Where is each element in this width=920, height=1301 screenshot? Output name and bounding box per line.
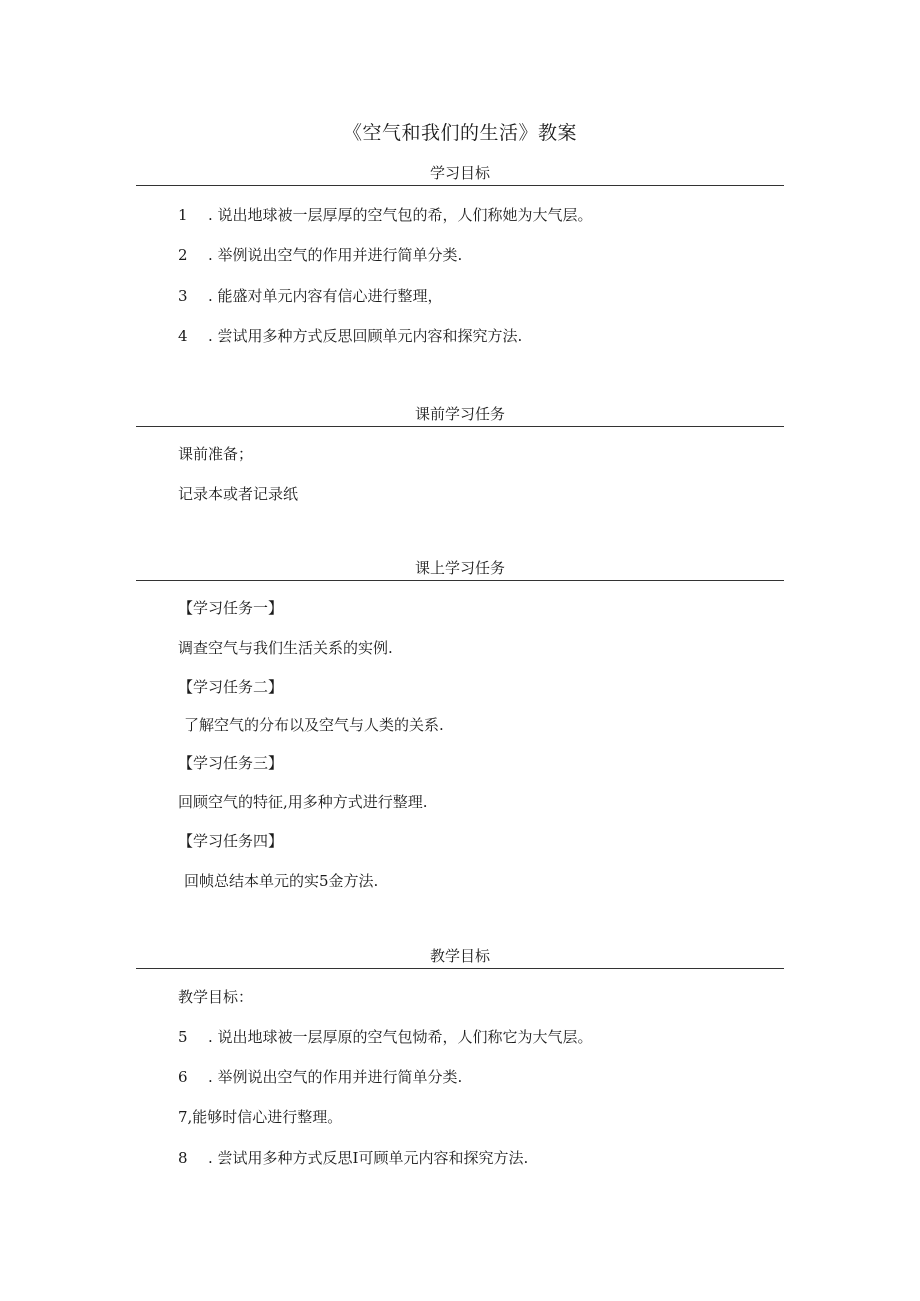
teaching-number: 6 xyxy=(178,1068,188,1086)
teaching-number: 5 xyxy=(178,1028,188,1046)
goal-item xyxy=(178,285,443,306)
section-heading-inclass: 课上学习任务 xyxy=(136,557,784,581)
preclass-item: 记录本或者记录纸 xyxy=(178,485,299,503)
preclass-label: 课前准备； xyxy=(178,445,254,463)
teaching-number: 8 xyxy=(178,1149,188,1167)
goal-text: . 能盛对单元内容有信心进行整理， xyxy=(208,287,443,305)
section-heading-goals: 学习目标 xyxy=(136,162,784,186)
task-label: 【学习任务一】 xyxy=(178,599,284,617)
teaching-text: 7,能够时信心进行整理。 xyxy=(178,1108,343,1126)
task-text: 了解空气的分布以及空气与人类的关系. xyxy=(184,716,444,734)
task-label: 【学习任务二】 xyxy=(178,678,284,696)
teaching-text: . 举例说出空气的作用并进行简单分类. xyxy=(208,1068,463,1086)
teaching-label: 教学目标： xyxy=(178,988,254,1006)
teaching-item xyxy=(178,1066,462,1087)
task-label: 【学习任务四】 xyxy=(178,832,284,850)
goal-text: . 说出地球被一层厚厚的空气包的希，人们称她为大气层。 xyxy=(208,206,593,224)
goal-item xyxy=(178,325,522,346)
teaching-item xyxy=(178,1026,593,1047)
document-title: 《空气和我们的生活》教案 xyxy=(342,122,577,144)
goal-number: 4 xyxy=(178,327,188,345)
goal-text: . 举例说出空气的作用并进行简单分类. xyxy=(208,246,463,264)
goal-text: . 尝试用多种方式反思回顾单元内容和探究方法. xyxy=(208,327,523,345)
teaching-item xyxy=(178,1106,342,1127)
goal-number: 3 xyxy=(178,287,188,305)
task-text: 调查空气与我们生活关系的实例. xyxy=(178,639,393,657)
teaching-text: . 说出地球被一层厚原的空气包恸希，人们称它为大气层。 xyxy=(208,1028,593,1046)
task-text: 回帧总结本单元的实5金方法. xyxy=(184,872,379,890)
teaching-text: . 尝试用多种方式反思I可顾单元内容和探究方法. xyxy=(208,1149,529,1167)
task-label: 【学习任务三】 xyxy=(178,754,284,772)
task-text: 回顾空气的特征,用多种方式进行整理. xyxy=(178,793,428,811)
goal-item xyxy=(178,244,462,265)
goal-item xyxy=(178,204,593,225)
section-heading-teaching: 教学目标 xyxy=(136,945,784,969)
section-heading-preclass: 课前学习任务 xyxy=(136,403,784,427)
goal-number: 1 xyxy=(178,206,188,224)
teaching-item xyxy=(178,1147,528,1168)
goal-number: 2 xyxy=(178,246,188,264)
